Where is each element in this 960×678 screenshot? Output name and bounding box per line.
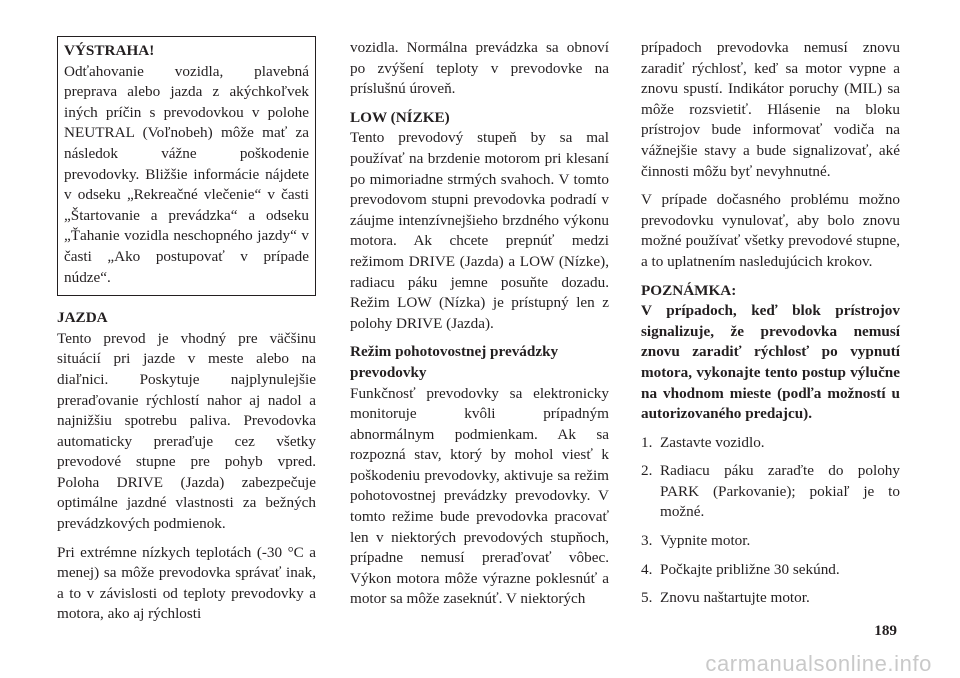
limp-mode-paragraph-start: Funkčnosť prevodovky sa elektronicky monitoruje kvôli prípadným abnormálnym podmienkam. Ak sa rozpozná stav, ktorý by mohol viesť k poškodeniu prevodovky, aktivuje sa režim pohotovostnej prevádzky prevodovky. V tomto režime bude prevodovka pracovať len v niektorých prevodových stupňoch, prípadne nemusí preraďovať vôbec. Výkon motora môže výrazne poklesnúť a motor sa môže zaseknúť. V niektorých [350,384,609,608]
step-number: 5. [641,589,653,607]
drive-paragraph: Tento prevod je vhodný pre väčšinu situácií pri jazde v meste alebo na diaľnici. Poskytuje najplynulejšie preraďovanie rýchlostí nahor aj nadol a najnižšiu spotrebu paliva. Prevodovka automaticky preraďuje cez všetky prevodové stupne pre pohyb vpred. Poloha DRIVE (Jazda) zabezpečuje optimálne jazdné vlastnosti za bežných prevádzkových podmienok. [57,329,316,533]
drive-heading: JAZDA [57,309,108,327]
note-heading: POZNÁMKA: [641,281,737,299]
low-paragraph: Tento prevodový stupeň by sa mal používať na brzdenie motorom pri klesaní po mimoriadne strmých svahoch. V tomto prevodovom stupni prevodovka podradí v záujme intenzívnejšieho brzdného výkonu motora. Ak chcete prepnúť medzi režimom DRIVE (Jazda) a LOW (Nízke), radiacu páku jemne posuňte dozadu. Režim LOW (Nízka) je prístupný len z polohy DRIVE (Jazda). [350,129,609,332]
step-number: 1. [641,433,653,451]
page-number: 189 [874,622,897,639]
step-text: Vypnite motor. [660,532,751,550]
reset-paragraph: V prípade dočasného problému možno prevodovku vynulovať, aby bolo znovu možné používať všetky prevodové stupne, a to uplatnením nasledujúcich krokov. [641,191,900,270]
step-number: 4. [641,560,653,578]
reset-steps-list [641,433,900,609]
watermark-link[interactable]: carmanualsonline.info [705,651,932,676]
step-number: 3. [641,532,653,550]
limp-mode-paragraph-end: prípadoch prevodovka nemusí znovu zaradiť rýchlosť, keď sa motor vypne a znovu spustí. Indikátor poruchy (MIL) sa môže rozsvietiť. Hlásenie na bloku prístrojov bude informovať vodiča na vážnejšie stavy a bude signalizovať, aké činnosti môžu byť nevyhnutné. [641,39,900,180]
cold-paragraph-end: vozidla. Normálna prevádzka sa obnoví po zvýšení teploty v prevodovke na príslušnú úroveň. [350,39,609,98]
step-text: Zastavte vozidlo. [660,433,765,451]
column-middle [350,38,609,618]
step-text: Počkajte približne 30 sekúnd. [660,560,840,578]
warning-box [57,36,316,296]
cold-paragraph-start: Pri extrémne nízkych teplotách (-30 °C a menej) sa môže prevodovka správať inak, a to v závislosti od teploty prevodovky a motora, ako aj rýchlosti [57,543,316,623]
step-item [641,433,900,454]
warning-title: VÝSTRAHA! [64,42,155,59]
low-heading: LOW (NÍZKE) [350,108,450,126]
step-text: Znovu naštartujte motor. [660,589,810,607]
step-item [641,531,900,552]
limp-mode-heading: Režim pohotovostnej prevádzky prevodovky [350,343,559,381]
step-number: 2. [641,462,653,480]
note-paragraph: V prípadoch, keď blok prístrojov signalizuje, že prevodovka nemusí znovu zaradiť rýchlosť po vypnutí motora, vykonajte tento postup výlučne na vhodnom mieste (podľa možností u autorizovaného predajcu). [641,302,900,423]
step-item [641,588,900,609]
step-item [641,461,900,523]
warning-text: Odťahovanie vozidla, plavebná preprava alebo jazda z akýchkoľvek iných príčin s prevodovkou v polohe NEUTRAL (Voľnobeh) môže mať za následok vážne poškodenie prevodovky. Bližšie informácie nájdete v odseku „Rekreačné vlečenie“ v časti „Štartovanie a prevádzka“ a odseku „Ťahanie vozidla neschopného jazdy“ v časti „Ako postupovať v prípade núdze“. [64,62,309,286]
step-item [641,560,900,581]
step-text: Radiacu páku zaraďte do polohy PARK (Parkovanie); pokiaľ je to možné. [660,462,900,521]
column-left [57,36,316,633]
column-right [641,38,900,617]
